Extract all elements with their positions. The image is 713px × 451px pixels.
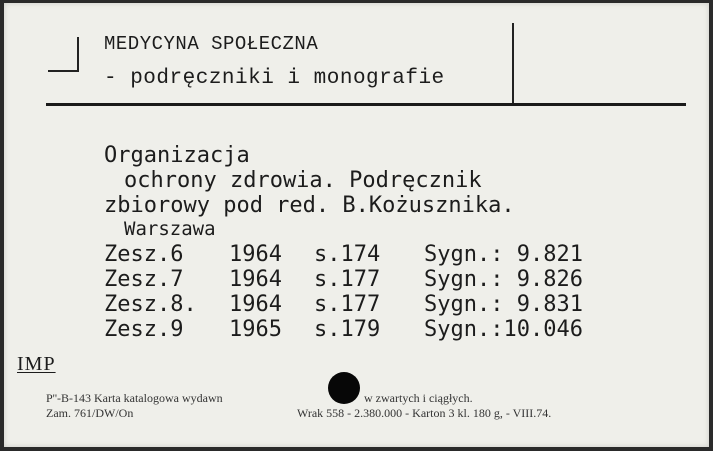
row-signature: Sygn.: 9.831 <box>424 292 583 317</box>
row-issue: Zesz.8. <box>104 292 197 317</box>
footer-line-2-left: Zam. 761/DW/On <box>46 406 134 420</box>
institution-stamp: IMP <box>17 353 56 375</box>
punch-hole <box>328 372 360 404</box>
row-issue: Zesz.9 <box>104 317 184 342</box>
entry-title-line-3: zbiorowy pod red. B.Kożusznika. <box>104 193 515 218</box>
header-subtitle: - podręczniki i monografie <box>104 67 445 90</box>
row-signature: Sygn.:10.046 <box>424 317 583 342</box>
header-rule <box>46 103 686 106</box>
row-pages: s.174 <box>314 242 381 267</box>
header-corner-mark-base <box>48 70 79 72</box>
header-title: MEDYCYNA SPOŁECZNA <box>104 33 319 55</box>
row-signature: Sygn.: 9.821 <box>424 242 583 267</box>
header-divider-vertical <box>512 23 514 103</box>
row-signature: Sygn.: 9.826 <box>424 267 583 292</box>
row-pages: s.179 <box>314 317 381 342</box>
row-year: 1964 <box>229 292 282 317</box>
row-year: 1965 <box>229 317 282 342</box>
footer-line-1-left: P''-B-143 Karta katalogowa wydawn <box>46 391 223 405</box>
row-issue: Zesz.6 <box>104 242 184 267</box>
row-pages: s.177 <box>314 267 381 292</box>
footer-line-2-right: Wrak 558 - 2.380.000 - Karton 3 kl. 180 g, - VIII.74. <box>297 406 552 420</box>
row-year: 1964 <box>229 242 282 267</box>
catalog-card <box>4 3 709 447</box>
header-corner-mark <box>77 37 79 71</box>
row-pages: s.177 <box>314 292 381 317</box>
entry-place: Warszawa <box>124 218 216 240</box>
footer-line-1-right: w zwartych i ciągłych. <box>364 391 473 405</box>
entry-title-line-2: ochrony zdrowia. Podręcznik <box>124 168 482 193</box>
entry-title-line-1: Organizacja <box>104 143 250 168</box>
row-issue: Zesz.7 <box>104 267 184 292</box>
row-year: 1964 <box>229 267 282 292</box>
